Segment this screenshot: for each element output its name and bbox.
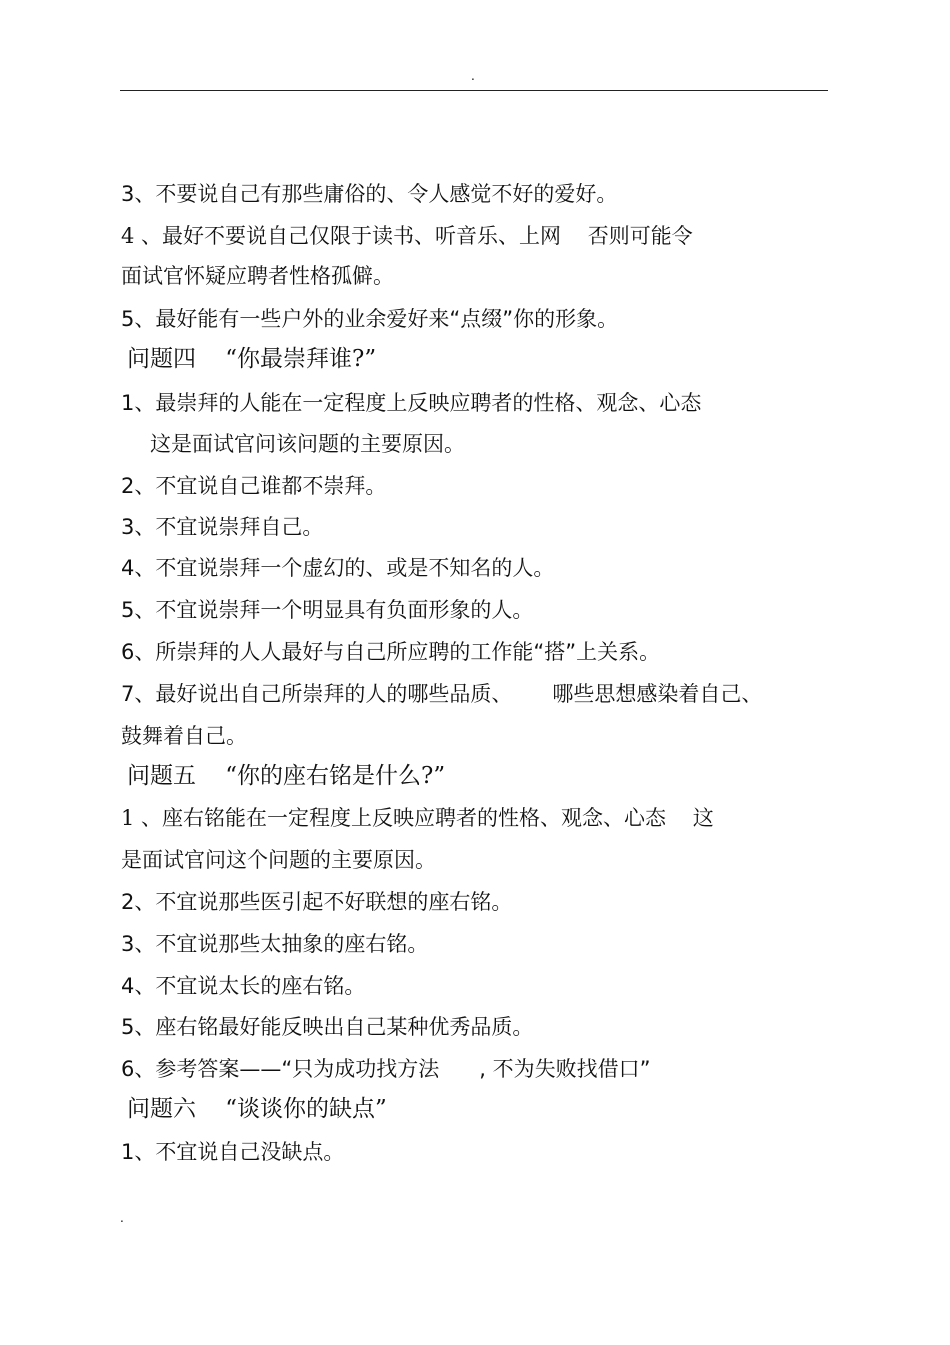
- hobby-item-4-continued: 面试官怀疑应聘者性格孤僻。: [121, 264, 394, 288]
- admire-item-4: 4、不宜说崇拜一个虚幻的、或是不知名的人。: [121, 556, 555, 580]
- admire-item-5: 5、不宜说崇拜一个明显具有负面形象的人。: [121, 598, 534, 622]
- motto-item-1-continued: 是面试官问这个问题的主要原因。: [121, 848, 436, 872]
- motto-item-6: 6、参考答案——“只为成功找方法 , 不为失败找借口”: [121, 1057, 651, 1081]
- admire-item-3: 3、不宜说崇拜自己。: [121, 515, 324, 539]
- hobby-item-3: 3、不要说自己有那些庸俗的、令人感觉不好的爱好。: [121, 182, 618, 206]
- header-rule: [120, 90, 828, 91]
- question-five-heading: 问题五 “你的座右铭是什么?”: [127, 763, 446, 789]
- question-six-heading: 问题六 “谈谈你的缺点”: [127, 1096, 387, 1122]
- hobby-item-5: 5、最好能有一些户外的业余爱好来“点缀”你的形象。: [121, 307, 619, 331]
- motto-item-4: 4、不宜说太长的座右铭。: [121, 974, 366, 998]
- motto-item-2: 2、不宜说那些医引起不好联想的座右铭。: [121, 890, 513, 914]
- admire-item-7: 7、最好说出自己所崇拜的人的哪些品质、 哪些思想感染着自己、: [121, 682, 763, 706]
- weakness-item-1: 1、不宜说自己没缺点。: [121, 1140, 345, 1164]
- admire-item-2: 2、不宜说自己谁都不崇拜。: [121, 474, 387, 498]
- admire-item-1-continued: 这是面试官问该问题的主要原因。: [150, 432, 465, 456]
- admire-item-7-continued: 鼓舞着自己。: [121, 724, 247, 748]
- header-dot: .: [471, 69, 475, 83]
- footer-dot: .: [120, 1211, 124, 1225]
- admire-item-1: 1、最崇拜的人能在一定程度上反映应聘者的性格、观念、心态: [121, 391, 702, 415]
- motto-item-1: 1 、座右铭能在一定程度上反映应聘者的性格、观念、心态 这: [121, 806, 714, 830]
- motto-item-5: 5、座右铭最好能反映出自己某种优秀品质。: [121, 1015, 534, 1039]
- hobby-item-4: 4 、最好不要说自己仅限于读书、听音乐、上网 否则可能令: [121, 224, 693, 248]
- motto-item-3: 3、不宜说那些太抽象的座右铭。: [121, 932, 429, 956]
- question-four-heading: 问题四 “你最崇拜谁?”: [127, 346, 377, 372]
- admire-item-6: 6、所崇拜的人人最好与自己所应聘的工作能“搭”上关系。: [121, 640, 661, 664]
